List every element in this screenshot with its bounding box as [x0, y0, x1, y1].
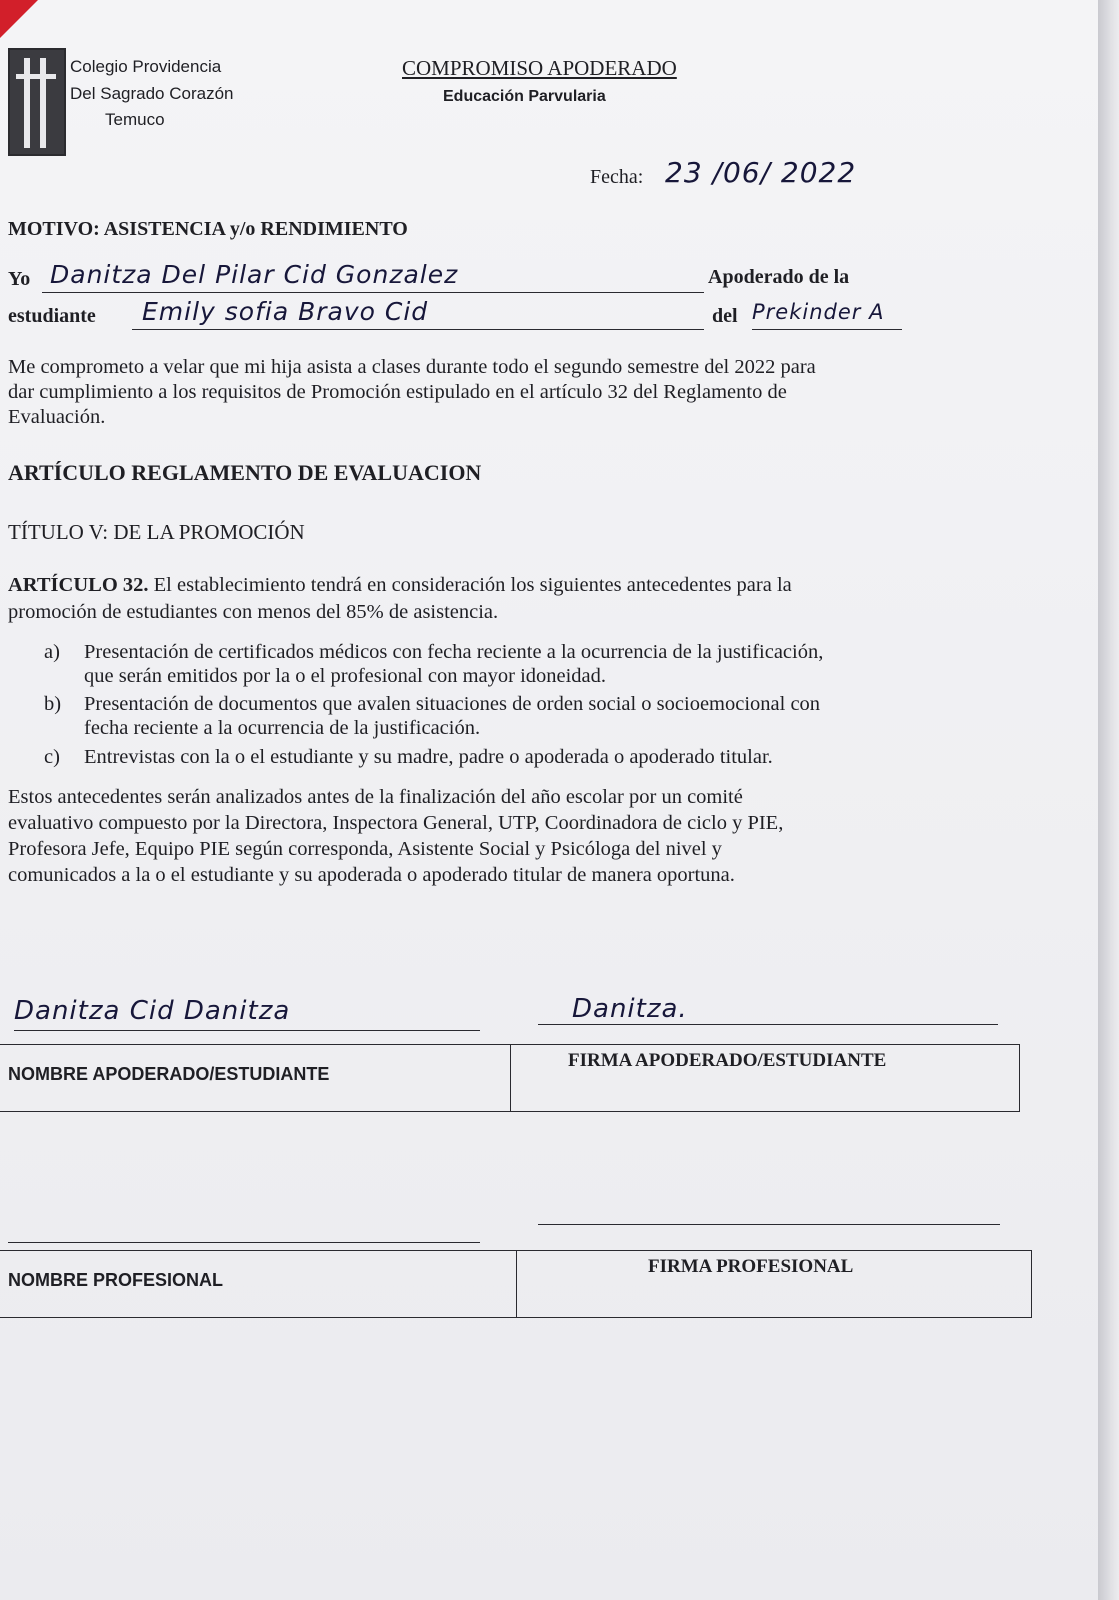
item-b-marker: b) — [44, 693, 62, 715]
student-name-field: Emily sofia Bravo Cid — [142, 297, 429, 326]
article-line-1 — [8, 573, 792, 598]
article-label: ARTÍCULO 32. — [8, 574, 149, 596]
page-edge-shadow — [1098, 0, 1119, 1600]
yo-label: Yo — [8, 268, 31, 290]
commitment-line-2: dar cumplimiento a los requisitos de Promoción estipulado en el artículo 32 del Reglamento de — [8, 381, 787, 403]
guardian-signature-line — [538, 1024, 998, 1025]
item-a-line-1: Presentación de certificados médicos con fecha reciente a la ocurrencia de la justificación, — [84, 641, 824, 663]
commitment-line-1: Me comprometo a velar que mi hija asista a clases durante todo el segundo semestre del 2022 para — [8, 356, 816, 378]
guardian-signature-handwritten: Danitza. — [572, 994, 688, 1024]
guardian-signature-label: FIRMA APODERADO/ESTUDIANTE — [568, 1050, 887, 1071]
item-c-line-1: Entrevistas con la o el estudiante y su madre, padre o apoderada o apoderado titular. — [84, 746, 773, 768]
guardian-name-field: Danitza Del Pilar Cid Gonzalez — [50, 260, 459, 289]
closing-line-4: comunicados a la o el estudiante y su apoderada o apoderado titular de manera oportuna. — [8, 864, 735, 886]
closing-line-1: Estos antecedentes serán analizados antes de la finalización del año escolar por un comité — [8, 786, 743, 808]
school-name-line2: Del Sagrado Corazón — [70, 84, 234, 103]
estudiante-underline — [132, 329, 704, 330]
motivo-heading: MOTIVO: ASISTENCIA y/o RENDIMIENTO — [8, 218, 408, 240]
professional-name-line — [8, 1242, 480, 1243]
school-logo — [8, 48, 66, 156]
guardian-name-handwritten: Danitza Cid Danitza — [14, 996, 291, 1026]
professional-signature-line — [538, 1224, 1000, 1225]
yo-underline — [42, 292, 704, 293]
item-a-marker: a) — [44, 641, 60, 663]
article-text-1: El establecimiento tendrá en consideración los siguientes antecedentes para la — [148, 574, 792, 596]
guardian-name-label: NOMBRE APODERADO/ESTUDIANTE — [8, 1064, 330, 1084]
commitment-line-3: Evaluación. — [8, 406, 106, 428]
del-underline — [752, 329, 902, 330]
closing-line-2: evaluativo compuesto por la Directora, Inspectora General, UTP, Coordinadora de ciclo y PIE, — [8, 812, 784, 834]
closing-line-3: Profesora Jefe, Equipo PIE según corresponda, Asistente Social y Psicóloga del nivel y — [8, 838, 722, 860]
estudiante-label: estudiante — [8, 305, 96, 327]
apoderado-label: Apoderado de la — [708, 266, 850, 288]
professional-name-label: NOMBRE PROFESIONAL — [8, 1270, 224, 1290]
titulo-heading: TÍTULO V: DE LA PROMOCIÓN — [8, 520, 305, 544]
guardian-name-line — [14, 1030, 480, 1031]
professional-signature-label: FIRMA PROFESIONAL — [648, 1256, 854, 1277]
school-name-line1: Colegio Providencia — [70, 57, 222, 76]
document-subtitle: Educación Parvularia — [443, 88, 606, 105]
item-b-line-2: fecha reciente a la ocurrencia de la justificación. — [84, 717, 481, 739]
article-line-2: promoción de estudiantes con menos del 85% de asistencia. — [8, 601, 499, 623]
document-title: COMPROMISO APODERADO — [402, 56, 677, 80]
date-label: Fecha: — [590, 166, 644, 188]
item-c-marker: c) — [44, 746, 60, 768]
red-corner-tab — [0, 0, 38, 38]
item-b-line-1: Presentación de documentos que avalen situaciones de orden social o socioemocional con — [84, 693, 821, 715]
section-title: ARTÍCULO REGLAMENTO DE EVALUACION — [8, 460, 482, 485]
date-value: 23 /06/ 2022 — [665, 156, 857, 189]
grade-field: Prekinder A — [752, 300, 885, 324]
school-city: Temuco — [105, 110, 165, 129]
item-a-line-2: que serán emitidos por la o el profesional con mayor idoneidad. — [84, 665, 607, 687]
del-label: del — [712, 305, 738, 327]
